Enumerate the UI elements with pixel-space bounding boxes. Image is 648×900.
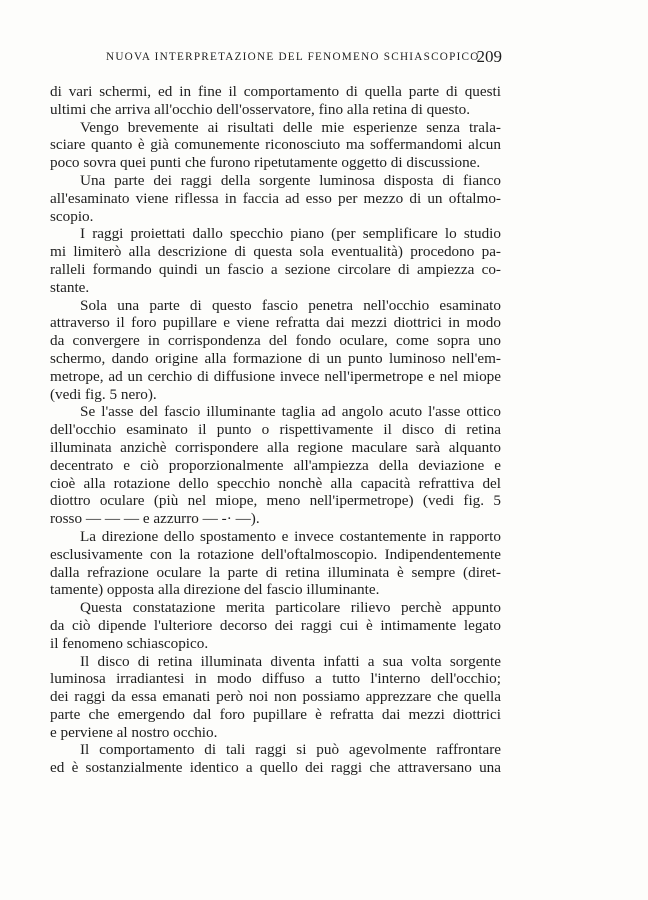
text-line: decentrato e ciò proporzionalmente all'ampiezza della deviazione e	[50, 456, 501, 474]
text-line: dei raggi da essa emanati però noi non possiamo apprezzare che quella	[50, 688, 501, 706]
paragraph	[50, 83, 501, 119]
text-line: Se l'asse del fascio illuminante taglia ad angolo acuto l'asse ottico	[80, 403, 501, 421]
text-line: scopio.	[50, 207, 94, 225]
text-line: tamente) opposta alla direzione del fascio illuminante.	[50, 581, 380, 599]
text-line: ed è sostanzialmente identico a quello dei raggi che attraversano una	[50, 759, 501, 777]
text-line: Il disco di retina illuminata diventa infatti a sua volta sorgente	[80, 652, 501, 670]
text-line: da ciò dipende l'ulteriore decorso dei raggi cui è intimamente legato	[50, 616, 501, 634]
running-title: NUOVA INTERPRETAZIONE DEL FENOMENO SCHIASCOPICO	[106, 51, 480, 63]
text-line: Una parte dei raggi della sorgente luminosa disposta di fianco	[80, 171, 501, 189]
text-line: La direzione dello spostamento e invece costantemente in rapporto	[80, 527, 501, 545]
text-line: e perviene al nostro occhio.	[50, 723, 218, 741]
text-line: parte che emergendo dal foro pupillare è refratta dai mezzi diottrici	[50, 705, 501, 723]
text-line: di vari schermi, ed in fine il comportamento di quella parte di questi	[50, 83, 501, 100]
text-line: il fenomeno schiascopico.	[50, 634, 209, 652]
text-line: I raggi proiettati dallo specchio piano (per semplificare lo studio	[80, 225, 501, 243]
text-line: illuminata anzichè corrispondere alla regione maculare sarà alquanto	[50, 438, 501, 456]
paragraph	[50, 225, 501, 296]
paragraph	[50, 741, 501, 777]
text-line: ultimi che arriva all'occhio dell'osservatore, fino alla retina di questo.	[50, 100, 471, 118]
text-line: Questa constatazione merita particolare rilievo perchè appunto	[80, 599, 501, 617]
text-line: cioè alla rotazione dello specchio nonchè alla capacità refrattiva del	[50, 474, 501, 492]
text-line: Sola una parte di questo fascio penetra nell'occhio esaminato	[80, 296, 501, 314]
text-line: luminosa irradiantesi in modo diffuso a tutto l'interno dell'occhio;	[50, 670, 501, 688]
text-line: dalla refrazione oculare la parte di retina illuminata è sempre (diret-	[50, 563, 501, 581]
text-line: da convergere in corrispondenza del fondo oculare, come sopra uno	[50, 332, 501, 350]
paragraph	[50, 403, 501, 528]
paragraph	[50, 172, 501, 225]
text-line: ralleli formando quindi un fascio a sezione circolare di ampiezza co-	[50, 260, 501, 278]
text-line: rosso — — — e azzurro — -· —).	[50, 510, 260, 528]
text-line: dell'occhio esaminato il punto o rispettivamente il disco di retina	[50, 421, 501, 439]
text-line: schermo, dando origine alla formazione di un punto luminoso nell'em-	[50, 349, 501, 367]
text-line: mi limiterò alla descrizione di questa sola eventualità) procedono pa-	[50, 243, 501, 261]
text-line: Vengo brevemente ai risultati delle mie esperienze senza trala-	[80, 118, 501, 136]
text-line: all'esaminato viene riflessa in faccia ad esso per mezzo di un oftalmo-	[50, 189, 501, 207]
paragraph	[50, 653, 501, 742]
paragraph	[50, 297, 501, 404]
page-header	[50, 48, 502, 68]
text-line: poco sovra quei punti che furono ripetutamente oggetto di discussione.	[50, 154, 481, 172]
text-line: diottro oculare (più nel miope, meno nell'ipermetrope) (vedi fig. 5	[50, 492, 501, 510]
text-line: Il comportamento di tali raggi si può agevolmente raffrontare	[80, 741, 501, 759]
text-line: attraverso il foro pupillare e viene refratta dai mezzi diottrici in modo	[50, 314, 501, 332]
paragraph	[50, 119, 501, 172]
text-line: (vedi fig. 5 nero).	[50, 385, 157, 403]
page-number: 209	[476, 47, 502, 66]
body-text	[50, 83, 501, 777]
text-line: sciare quanto è già comunemente riconosciuto ma soffermandomi alcun	[50, 136, 501, 154]
text-line: metrope, ad un cerchio di diffusione invece nell'ipermetrope e nel miope	[50, 367, 501, 385]
text-line: esclusivamente con la rotazione dell'oftalmoscopio. Indipendentemente	[50, 545, 501, 563]
text-line: stante.	[50, 278, 90, 296]
paragraph	[50, 599, 501, 652]
paragraph	[50, 528, 501, 599]
